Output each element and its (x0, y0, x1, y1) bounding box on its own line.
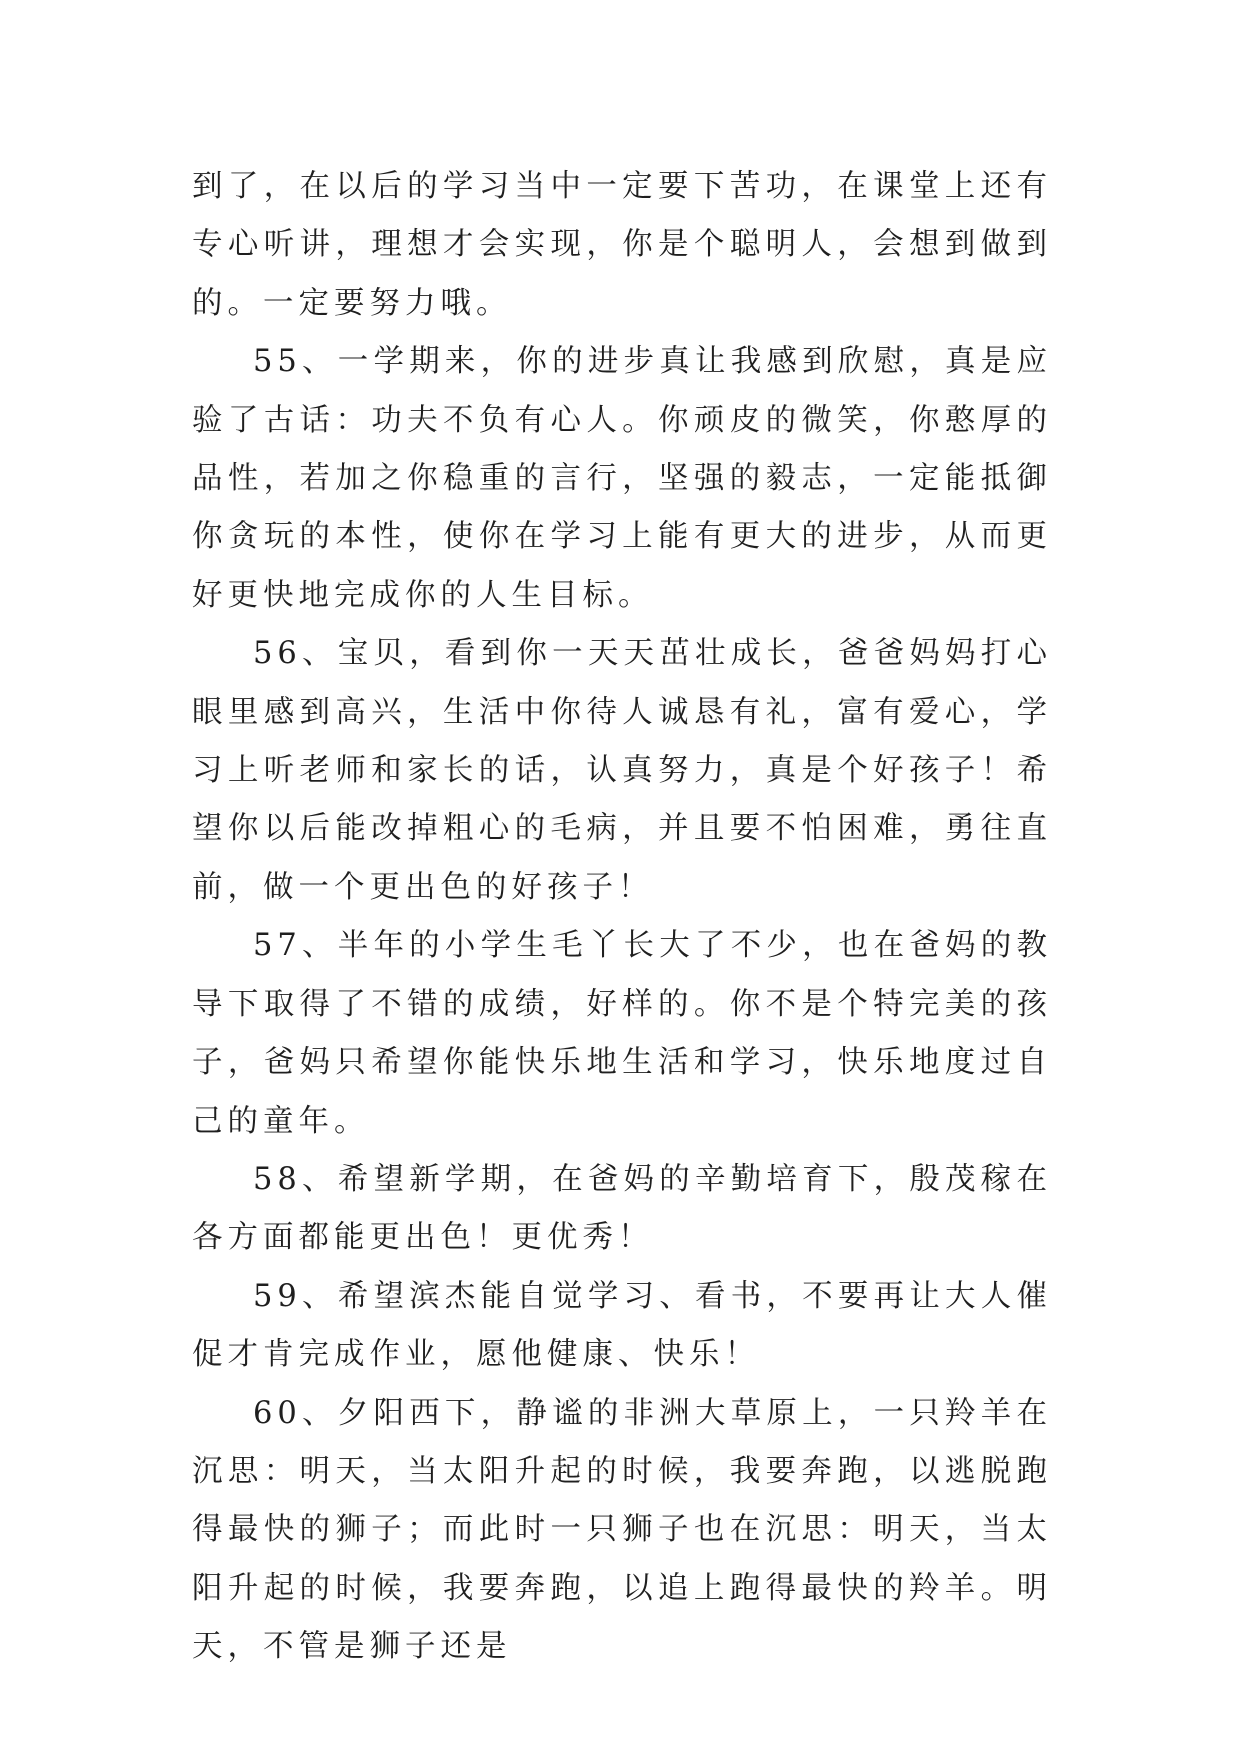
paragraph-56: 56、宝贝，看到你一天天茁壮成长，爸爸妈妈打心眼里感到高兴，生活中你待人诚恳有礼，富有爱心，学习上听老师和家长的话，认真努力，真是个好孩子！希望你以后能改掉粗心的毛病，并且要不怕困难，勇往直前，做一个更出色的好孩子！ (192, 636, 1052, 905)
paragraph-59: 59、希望滨杰能自觉学习、看书，不要再让大人催促才肯完成作业，愿他健康、快乐！ (192, 1278, 1052, 1373)
paragraph-55: 55、一学期来，你的进步真让我感到欣慰，真是应验了古话：功夫不负有心人。你顽皮的微笑，你憨厚的品性，若加之你稳重的言行，坚强的毅志，一定能抵御你贪玩的本性，使你在学习上能有更大的进步，从而更好更快地完成你的人生目标。 (192, 344, 1052, 613)
paragraph-58: 58、希望新学期，在爸妈的辛勤培育下，殷茂稼在各方面都能更出色！更优秀！ (192, 1161, 1052, 1256)
paragraph-60: 60、夕阳西下，静谧的非洲大草原上，一只羚羊在沉思：明天，当太阳升起的时候，我要奔跑，以逃脱跑得最快的狮子；而此时一只狮子也在沉思：明天，当太阳升起的时候，我要奔跑，以追上跑得最快的羚羊。明天，不管是狮子还是 (192, 1395, 1052, 1665)
paragraph-57: 57、半年的小学生毛丫长大了不少，也在爸妈的教导下取得了不错的成绩，好样的。你不是个特完美的孩子，爸妈只希望你能快乐地生活和学习，快乐地度过自己的童年。 (192, 928, 1052, 1139)
document-body (192, 158, 1052, 1677)
paragraph-continued: 到了，在以后的学习当中一定要下苦功，在课堂上还有专心听讲，理想才会实现，你是个聪明人，会想到做到的。一定要努力哦。 (192, 169, 1052, 321)
